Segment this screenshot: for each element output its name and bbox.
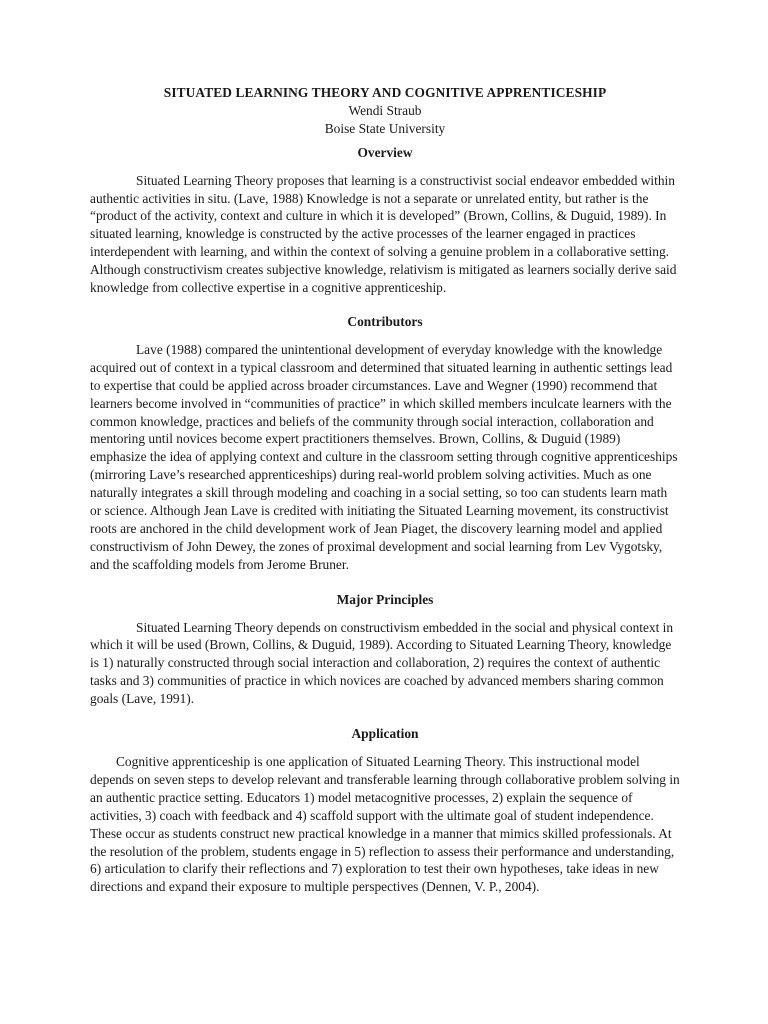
section-body-overview: Situated Learning Theory proposes that learning is a constructivist social endeavor embedded within authentic activities in situ. (Lave, 1988) Knowledge is not a separate or unrelated entity, but rather is the “product of the activity, context and culture in which it is developed” (Brown, Collins, & Duguid, 1989). In situated learning, knowledge is constructed by the active processes of the learner engaged in practices interdependent with learning, and within the context of solving a genuine problem in a collaborative setting. Although constructivism creates subjective knowledge, relativism is mitigated as learners socially derive said knowledge from collective expertise in a cognitive apprenticeship. xyxy=(90,172,677,296)
section-heading-application: Application xyxy=(351,726,419,742)
document-title: SITUATED LEARNING THEORY AND COGNITIVE APPRENTICESHIP xyxy=(163,85,607,100)
document-page xyxy=(90,84,680,896)
author-affiliation: Boise State University xyxy=(324,120,446,136)
section-heading-major-principles: Major Principles xyxy=(336,591,434,607)
section-body-major-principles: Situated Learning Theory depends on constructivism embedded in the social and physical context in which it will be used (Brown, Collins, & Duguid, 1989). According to Situated Learning Theory, knowledge is 1) naturally constructed through social interaction and collaboration, 2) requires the context of authentic tasks and 3) communities of practice in which novices are coached by advanced members sharing common goals (Lave, 1991). xyxy=(90,619,674,707)
section-body-contributors: Lave (1988) compared the unintentional development of everyday knowledge with the knowledge acquired out of context in a typical classroom and determined that situated learning in authentic settings lead to expertise that could be applied across broader circumstances. Lave and Wegner (1990) recommend that learners become involved in “communities of practice” in which skilled members inculcate learners with the common knowledge, practices and beliefs of the community through social interaction, collaboration and mentoring until novices become expert practitioners themselves. Brown, Collins, & Duguid (1989) emphasize the idea of applying context and culture in the classroom setting through cognitive apprenticeships (mirroring Lave’s researched apprenticeships) during real-world problem solving activities. Much as one naturally integrates a skill through modeling and coaching in a social setting, so too can students learn math or science. Although Jean Lave is credited with initiating the Situated Learning movement, its constructivist roots are anchored in the child development work of Jean Piaget, the discovery learning model and applied constructivism of John Dewey, the zones of proximal development and social learning from Lev Vygotsky, and the scaffolding models from Jerome Bruner. xyxy=(90,341,678,572)
author-name: Wendi Straub xyxy=(348,102,422,118)
section-heading-contributors: Contributors xyxy=(347,313,423,329)
section-body-application: Cognitive apprenticeship is one application of Situated Learning Theory. This instructional model depends on seven steps to develop relevant and transferable learning through collaborative problem solving in an authentic practice setting. Educators 1) model metacognitive processes, 2) explain the sequence of activities, 3) coach with feedback and 4) scaffold support with the ultimate goal of student independence. These occur as students construct new practical knowledge in a manner that mimics skilled professionals. At the resolution of the problem, students engage in 5) reflection to assess their performance and understanding, 6) articulation to clarify their reflections and 7) exploration to test their own hypotheses, take ideas in new directions and expand their exposure to multiple perspectives (Dennen, V. P., 2004). xyxy=(90,754,680,895)
section-heading-overview: Overview xyxy=(357,144,413,160)
